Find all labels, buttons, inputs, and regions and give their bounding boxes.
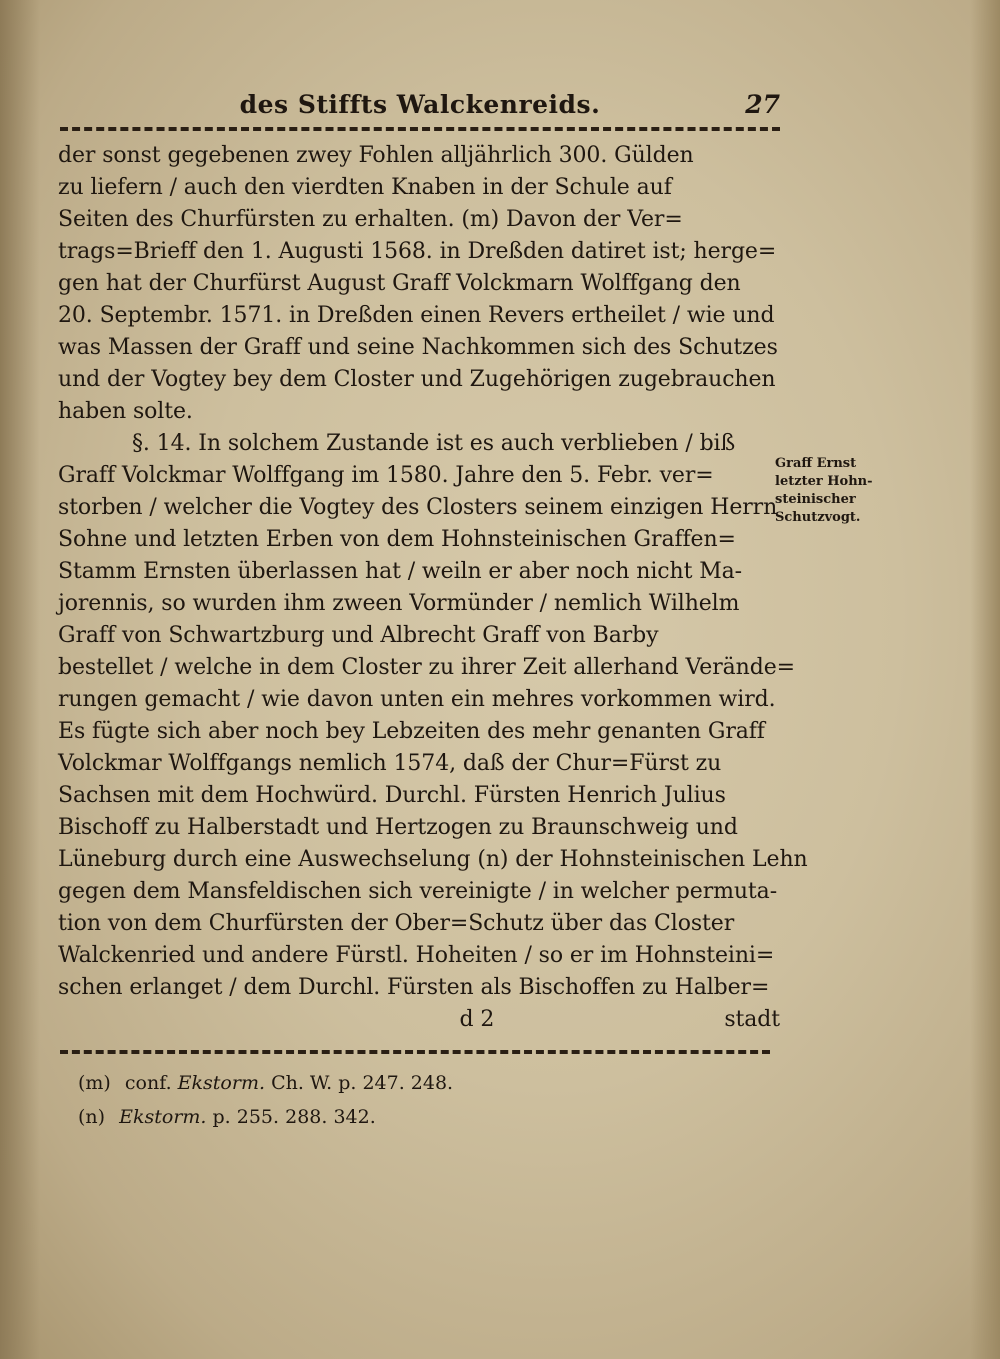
text-line: bestellet / welche in dem Closter zu ihrer Zeit allerhand Verände= [58,655,795,680]
text-line: trags=Brieff den 1. Augusti 1568. in Dreßden datiret ist; herge= [58,239,777,264]
footnote-m [78,1066,778,1100]
text-line: Sohne und letzten Erben von dem Hohnsteinischen Graffen= [58,527,736,552]
text-line: Seiten des Churfürsten zu erhalten. (m) Davon der Ver= [58,207,683,232]
signature-mark: d 2 [459,1007,495,1032]
text-line: Walckenried und andere Fürstl. Hoheiten / so er im Hohnsteini= [58,943,775,968]
footnote-ref: Ch. W. p. 247. 248. [271,1072,454,1094]
catchline [58,1004,788,1036]
footnote-prefix: conf. [124,1072,172,1094]
header-rule [60,127,780,131]
footnote-n [78,1100,778,1134]
running-title: des Stiffts Walckenreids. [239,90,601,119]
footnote-work: Ekstorm. [177,1072,266,1094]
text-line: Graff von Schwartzburg und Albrecht Graff von Barby [58,623,659,648]
footnote-mark: (m) [78,1072,111,1094]
text-line: tion von dem Churfürsten der Ober=Schutz über das Closter [58,911,735,936]
margin-note-line: Graff Ernst [775,456,857,471]
footnote-work: Ekstorm. [119,1106,207,1128]
text-line: Stamm Ernsten überlassen hat / weiln er aber noch nicht Ma- [58,559,742,584]
text-line: was Massen der Graff und seine Nachkommen sich des Schutzes [58,335,778,360]
catchword: stadt [724,1007,780,1032]
text-line: schen erlanget / dem Durchl. Fürsten als Bischoffen zu Halber= [58,975,770,1000]
text-line: der sonst gegebenen zwey Fohlen alljährlich 300. Gülden [58,143,694,168]
text-line: 20. Septembr. 1571. in Dreßden einen Revers ertheilet / wie und [58,303,775,328]
text-line: jorennis, so wurden ihm zween Vormünder / nemlich Wilhelm [58,591,740,616]
page-header [60,84,780,124]
text-line: Sachsen mit dem Hochwürd. Durchl. Fürsten Henrich Julius [58,783,726,808]
text-line: Es fügte sich aber noch bey Lebzeiten des mehr genanten Graff [58,719,765,744]
footnote-ref: p. 255. 288. 342. [212,1106,376,1128]
text-line: Bischoff zu Halberstadt und Hertzogen zu Braunschweig und [58,815,738,840]
text-line: zu liefern / auch den vierdten Knaben in der Schule auf [58,175,672,200]
page-number: 27 [745,90,780,119]
text-line: Volckmar Wolffgangs nemlich 1574, daß der Chur=Fürst zu [58,751,722,776]
text-line: rungen gemacht / wie davon unten ein mehres vorkommen wird. [58,687,776,712]
footnotes [78,1066,778,1134]
text-line: gegen dem Mansfeldischen sich vereinigte / in welcher permuta- [58,879,778,904]
text-line: gen hat der Churfürst August Graff Volckmarn Wolffgang den [58,271,741,296]
margin-note-line: Schutzvogt. [775,510,861,525]
margin-note [775,455,885,527]
text-line: Lüneburg durch eine Auswechselung (n) der Hohnsteinischen Lehn [58,847,808,872]
text-line: storben / welcher die Vogtey des Closters seinem einzigen Herrn [58,495,778,520]
margin-note-line: steinischer [775,492,856,507]
text-line: haben solte. [58,399,193,424]
footnote-mark: (n) [78,1106,106,1128]
paragraph-start-line: §. 14. In solchem Zustande ist es auch verblieben / biß [132,431,736,456]
margin-note-line: letzter Hohn- [775,474,873,489]
text-line: Graff Volckmar Wolffgang im 1580. Jahre den 5. Febr. ver= [58,463,714,488]
footnote-rule [60,1050,770,1054]
main-text [58,140,808,1036]
text-line: und der Vogtey bey dem Closter und Zugehörigen zugebrauchen [58,367,776,392]
